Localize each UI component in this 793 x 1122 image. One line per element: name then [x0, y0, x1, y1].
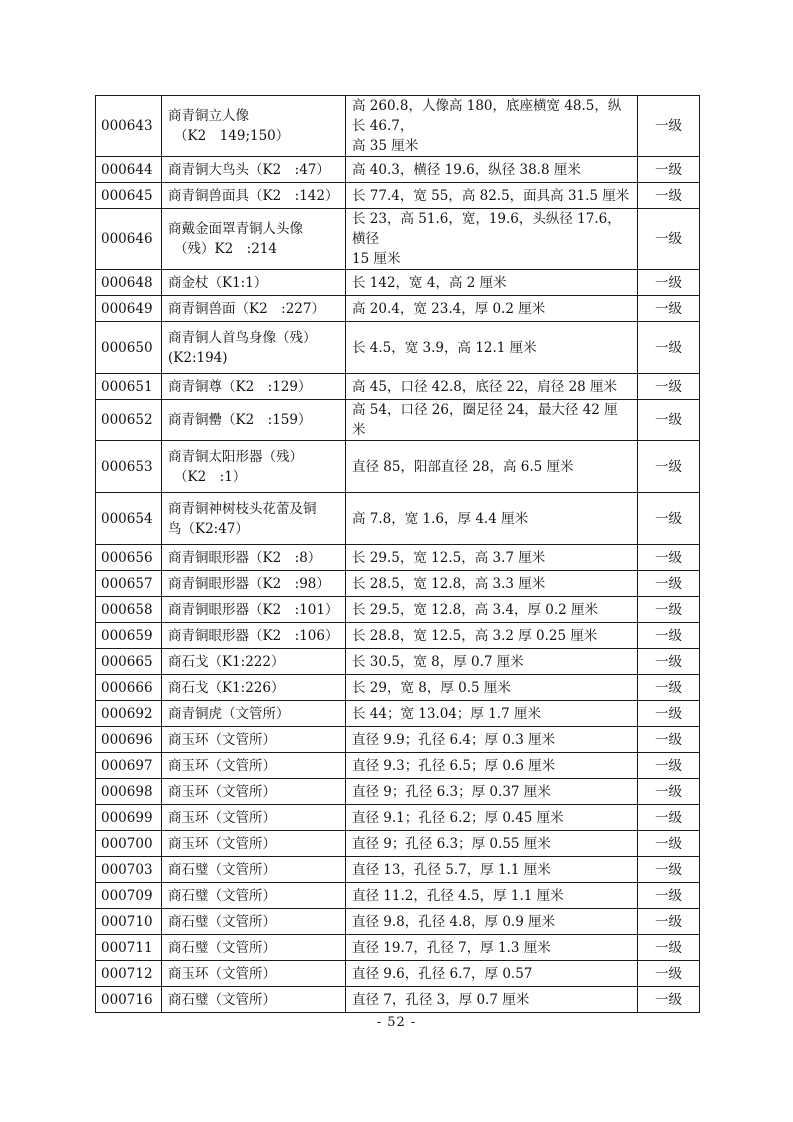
artifact-dimensions-line: 长 29.5，宽 12.8，高 3.4，厚 0.2 厘米 [352, 601, 599, 618]
catalog-number-cell: 000648 [96, 270, 162, 296]
artifact-dimensions-line: 直径 85，阳部直径 28，高 6.5 厘米 [352, 458, 574, 475]
artifact-dimensions-cell [346, 675, 638, 701]
catalog-number-cell: 000646 [96, 209, 162, 270]
artifact-name-cell [162, 883, 346, 909]
artifact-name-line: 商青铜太阳形器（残） [168, 448, 303, 465]
artifact-dimensions-cell [346, 935, 638, 961]
artifact-name-cell [162, 935, 346, 961]
artifact-grade-cell: 一级 [638, 649, 700, 675]
artifact-grade-cell: 一级 [638, 961, 700, 987]
artifact-name-cell [162, 400, 346, 441]
artifact-dimensions-cell [346, 857, 638, 883]
artifact-grade-cell: 一级 [638, 805, 700, 831]
catalog-number-cell: 000709 [96, 883, 162, 909]
artifact-name-line: 商青铜眼形器（K2 :101） [168, 601, 339, 618]
table-row [96, 649, 700, 675]
catalog-number-cell: 000657 [96, 571, 162, 597]
artifact-name-line: 商石璧（文管所） [168, 991, 276, 1008]
artifact-grade-cell: 一级 [638, 883, 700, 909]
table-row [96, 597, 700, 623]
artifact-grade-cell: 一级 [638, 270, 700, 296]
table-row [96, 831, 700, 857]
artifact-name-line: 商石璧（文管所） [168, 887, 276, 904]
artifact-dimensions-line: 直径 9.6，孔径 6.7，厚 0.57 [352, 965, 533, 982]
artifact-dimensions-cell [346, 183, 638, 209]
artifact-dimensions-cell [346, 493, 638, 545]
artifact-name-cell [162, 571, 346, 597]
artifact-name-line: 商石璧（文管所） [168, 939, 276, 956]
table-row [96, 805, 700, 831]
catalog-number-cell: 000666 [96, 675, 162, 701]
artifact-dimensions-cell [346, 961, 638, 987]
artifact-dimensions-cell [346, 883, 638, 909]
catalog-number-cell: 000665 [96, 649, 162, 675]
artifact-dimensions-line: 高 54，口径 26，圈足径 24，最大径 42 厘米 [352, 402, 618, 438]
artifact-name-cell [162, 857, 346, 883]
artifact-name-cell [162, 209, 346, 270]
catalog-number-cell: 000692 [96, 701, 162, 727]
catalog-number-cell: 000653 [96, 441, 162, 493]
artifact-name-line: 商青铜立人像 [168, 108, 249, 124]
artifact-dimensions-line: 长 29，宽 8，厚 0.5 厘米 [352, 679, 511, 696]
artifact-name-line: 商石戈（K1:222） [168, 653, 285, 670]
artifact-name-cell [162, 96, 346, 157]
table-row [96, 753, 700, 779]
artifact-name-cell [162, 157, 346, 183]
catalog-number-cell: 000703 [96, 857, 162, 883]
table-row [96, 157, 700, 183]
artifact-name-cell [162, 987, 346, 1013]
table-row [96, 545, 700, 571]
artifact-dimensions-cell [346, 649, 638, 675]
artifact-name-cell [162, 545, 346, 571]
artifact-dimensions-line: 直径 11.2，孔径 4.5，厚 1.1 厘米 [352, 887, 564, 904]
artifact-grade-cell: 一级 [638, 322, 700, 374]
catalog-number-cell: 000644 [96, 157, 162, 183]
artifact-name-line: 商青铜眼形器（K2 :8） [168, 549, 322, 566]
artifact-name-cell [162, 753, 346, 779]
artifact-name-cell [162, 909, 346, 935]
table-row [96, 183, 700, 209]
artifact-dimensions-line: 长 28.5，宽 12.8，高 3.3 厘米 [352, 575, 546, 592]
table-row [96, 987, 700, 1013]
artifact-dimensions-cell [346, 701, 638, 727]
artifact-name-line: 商玉环（文管所） [168, 809, 276, 826]
artifact-dimensions-cell [346, 805, 638, 831]
catalog-number-cell: 000711 [96, 935, 162, 961]
artifact-grade-cell: 一级 [638, 545, 700, 571]
artifact-name-cell [162, 831, 346, 857]
artifact-name-cell [162, 441, 346, 493]
artifact-dimensions-line: 直径 9.8，孔径 4.8，厚 0.9 厘米 [352, 913, 556, 930]
artifact-grade-cell: 一级 [638, 400, 700, 441]
catalog-number-cell: 000696 [96, 727, 162, 753]
artifact-name-line: （K2 :1） [174, 468, 247, 485]
artifact-dimensions-cell [346, 322, 638, 374]
artifact-name-line: 商青铜兽面具（K2 :142） [168, 187, 339, 204]
artifact-dimensions-line: 高 45，口径 42.8，底径 22，肩径 28 厘米 [352, 378, 618, 395]
artifact-dimensions-cell [346, 597, 638, 623]
catalog-number-cell: 000699 [96, 805, 162, 831]
artifact-dimensions-line: 高 20.4，宽 23.4，厚 0.2 厘米 [352, 300, 546, 317]
page-number: - 52 - [376, 1015, 417, 1030]
catalog-number-cell: 000656 [96, 545, 162, 571]
artifact-name-cell [162, 270, 346, 296]
catalog-number-cell: 000698 [96, 779, 162, 805]
artifact-dimensions-line: 高 40.3，横径 19.6，纵径 38.8 厘米 [352, 161, 581, 178]
artifact-dimensions-line: 高 7.8，宽 1.6，厚 4.4 厘米 [352, 510, 529, 527]
artifact-dimensions-line: 直径 19.7，孔径 7，厚 1.3 厘米 [352, 939, 551, 956]
table-row [96, 675, 700, 701]
artifact-dimensions-line: 15 厘米 [352, 251, 401, 267]
artifact-grade-cell: 一级 [638, 701, 700, 727]
artifact-dimensions-line: 直径 9.3；孔径 6.5；厚 0.6 厘米 [352, 757, 556, 774]
table-row [96, 296, 700, 322]
artifact-name-cell [162, 597, 346, 623]
catalog-number-cell: 000650 [96, 322, 162, 374]
artifact-grade-cell: 一级 [638, 909, 700, 935]
artifact-dimensions-cell [346, 779, 638, 805]
artifact-name-line: （K2 149;150） [174, 128, 290, 144]
catalog-number-cell: 000700 [96, 831, 162, 857]
artifact-dimensions-cell [346, 270, 638, 296]
table-row [96, 322, 700, 374]
artifact-grade-cell: 一级 [638, 753, 700, 779]
table-row [96, 441, 700, 493]
catalog-number-cell: 000652 [96, 400, 162, 441]
table-row [96, 727, 700, 753]
table-row [96, 779, 700, 805]
artifact-name-cell [162, 701, 346, 727]
artifact-grade-cell: 一级 [638, 623, 700, 649]
table-row [96, 909, 700, 935]
artifact-grade-cell: 一级 [638, 727, 700, 753]
artifact-dimensions-line: 直径 9；孔径 6.3；厚 0.37 厘米 [352, 783, 551, 800]
catalog-number-cell: 000643 [96, 96, 162, 157]
artifact-dimensions-line: 高 35 厘米 [352, 138, 419, 154]
artifact-dimensions-cell [346, 296, 638, 322]
artifact-name-line: 商石戈（K1:226） [168, 679, 285, 696]
artifact-dimensions-cell [346, 623, 638, 649]
artifact-dimensions-line: 长 44；宽 13.04；厚 1.7 厘米 [352, 705, 541, 722]
artifact-grade-cell: 一级 [638, 374, 700, 400]
artifact-dimensions-line: 长 30.5，宽 8，厚 0.7 厘米 [352, 653, 524, 670]
artifact-grade-cell: 一级 [638, 209, 700, 270]
artifact-name-line: 商青铜人首鸟身像（残） [168, 329, 317, 346]
artifact-name-line: 商青铜虎（文管所） [168, 705, 290, 722]
artifact-name-line: 商玉环（文管所） [168, 965, 276, 982]
artifact-dimensions-cell [346, 753, 638, 779]
artifact-grade-cell: 一级 [638, 96, 700, 157]
table-row [96, 209, 700, 270]
artifact-dimensions-cell [346, 441, 638, 493]
artifact-name-line: 商青铜大鸟头（K2 :47） [168, 161, 330, 178]
artifact-name-cell [162, 649, 346, 675]
artifact-dimensions-line: 直径 7，孔径 3，厚 0.7 厘米 [352, 991, 530, 1008]
artifact-name-line: 商玉环（文管所） [168, 783, 276, 800]
artifact-dimensions-cell [346, 545, 638, 571]
artifact-name-line: 商青铜神树枝头花蕾及铜 [168, 500, 317, 517]
artifact-dimensions-cell [346, 157, 638, 183]
artifact-name-cell [162, 183, 346, 209]
artifact-dimensions-cell [346, 374, 638, 400]
artifact-name-line: 商金杖（K1:1） [168, 274, 268, 291]
artifact-name-cell [162, 493, 346, 545]
artifact-name-cell [162, 374, 346, 400]
artifact-dimensions-line: 直径 9.9；孔径 6.4；厚 0.3 厘米 [352, 731, 556, 748]
artifact-name-line: 商石璧（文管所） [168, 913, 276, 930]
catalog-number-cell: 000645 [96, 183, 162, 209]
artifact-name-line: 商青铜眼形器（K2 :98） [168, 575, 330, 592]
catalog-number-cell: 000697 [96, 753, 162, 779]
artifact-grade-cell: 一级 [638, 157, 700, 183]
catalog-number-cell: 000716 [96, 987, 162, 1013]
artifact-grade-cell: 一级 [638, 857, 700, 883]
artifact-dimensions-line: 长 77.4，宽 55，高 82.5，面具高 31.5 厘米 [352, 187, 630, 204]
artifact-dimensions-cell [346, 571, 638, 597]
artifact-name-cell [162, 675, 346, 701]
catalog-number-cell: 000654 [96, 493, 162, 545]
table-row [96, 857, 700, 883]
artifact-name-line: （残）K2 :214 [174, 241, 277, 257]
artifact-dimensions-line: 长 4.5，宽 3.9，高 12.1 厘米 [352, 339, 537, 356]
artifact-name-cell [162, 779, 346, 805]
artifact-name-line: 鸟（K2:47） [168, 520, 249, 537]
table-row [96, 96, 700, 157]
artifact-name-line: 商戴金面罩青铜人头像 [168, 221, 303, 237]
artifact-name-cell [162, 961, 346, 987]
table-row [96, 961, 700, 987]
artifact-grade-cell: 一级 [638, 779, 700, 805]
artifact-name-line: 商青铜兽面（K2 :227） [168, 300, 325, 317]
table-row [96, 571, 700, 597]
catalog-number-cell: 000712 [96, 961, 162, 987]
artifact-dimensions-line: 直径 9.1；孔径 6.2；厚 0.45 厘米 [352, 809, 564, 826]
artifact-name-line: 商青铜尊（K2 :129） [168, 378, 312, 395]
table-row [96, 623, 700, 649]
artifact-dimensions-line: 直径 13，孔径 5.7，厚 1.1 厘米 [352, 861, 551, 878]
artifact-dimensions-cell [346, 909, 638, 935]
artifact-dimensions-cell [346, 96, 638, 157]
table-row [96, 883, 700, 909]
catalog-number-cell: 000649 [96, 296, 162, 322]
artifact-catalog-table [95, 95, 700, 1013]
table-row [96, 270, 700, 296]
artifact-grade-cell: 一级 [638, 597, 700, 623]
artifact-dimensions-cell [346, 727, 638, 753]
artifact-dimensions-cell [346, 400, 638, 441]
catalog-number-cell: 000651 [96, 374, 162, 400]
artifact-name-line: (K2:194) [168, 349, 228, 366]
artifact-grade-cell: 一级 [638, 935, 700, 961]
artifact-dimensions-line: 长 28.8，宽 12.5，高 3.2 厚 0.25 厘米 [352, 627, 598, 644]
artifact-name-cell [162, 322, 346, 374]
table-row [96, 935, 700, 961]
artifact-name-line: 商青铜罍（K2 :159） [168, 412, 312, 428]
artifact-grade-cell: 一级 [638, 296, 700, 322]
artifact-grade-cell: 一级 [638, 571, 700, 597]
artifact-grade-cell: 一级 [638, 987, 700, 1013]
artifact-dimensions-line: 长 23，高 51.6，宽，19.6，头纵径 17.6，横径 [352, 211, 621, 247]
catalog-number-cell: 000659 [96, 623, 162, 649]
table-row [96, 493, 700, 545]
artifact-catalog-body [96, 96, 700, 1013]
artifact-dimensions-line: 长 142，宽 4，高 2 厘米 [352, 274, 507, 291]
artifact-name-line: 商玉环（文管所） [168, 757, 276, 774]
artifact-name-cell [162, 805, 346, 831]
artifact-dimensions-cell [346, 831, 638, 857]
artifact-grade-cell: 一级 [638, 493, 700, 545]
artifact-dimensions-line: 直径 9；孔径 6.3；厚 0.55 厘米 [352, 835, 551, 852]
artifact-name-cell [162, 623, 346, 649]
artifact-grade-cell: 一级 [638, 831, 700, 857]
artifact-grade-cell: 一级 [638, 441, 700, 493]
table-row [96, 701, 700, 727]
artifact-name-line: 商石璧（文管所） [168, 861, 276, 878]
table-row [96, 400, 700, 441]
artifact-name-cell [162, 296, 346, 322]
artifact-dimensions-line: 高 260.8，人像高 180，底座横宽 48.5，纵长 46.7， [352, 98, 622, 134]
artifact-name-line: 商玉环（文管所） [168, 731, 276, 748]
artifact-grade-cell: 一级 [638, 183, 700, 209]
artifact-dimensions-cell [346, 987, 638, 1013]
catalog-number-cell: 000710 [96, 909, 162, 935]
artifact-dimensions-line: 长 29.5，宽 12.5，高 3.7 厘米 [352, 549, 546, 566]
table-row [96, 374, 700, 400]
artifact-name-line: 商玉环（文管所） [168, 835, 276, 852]
catalog-number-cell: 000658 [96, 597, 162, 623]
artifact-dimensions-cell [346, 209, 638, 270]
artifact-name-line: 商青铜眼形器（K2 :106） [168, 627, 339, 644]
artifact-grade-cell: 一级 [638, 675, 700, 701]
artifact-name-cell [162, 727, 346, 753]
